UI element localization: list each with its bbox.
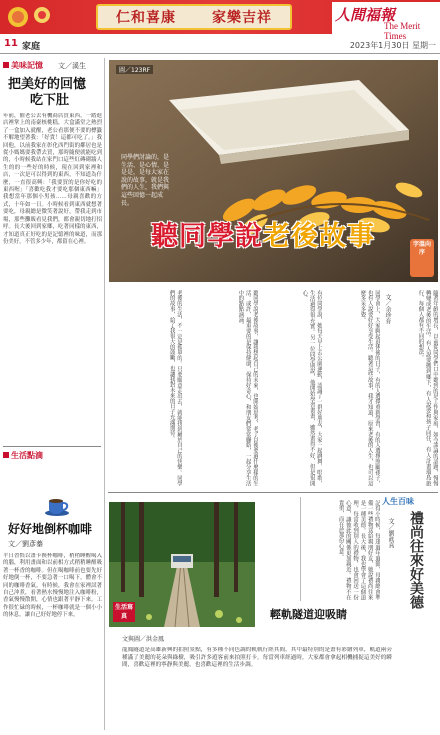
stamp-label: 字溫向序 xyxy=(413,241,432,256)
feature-headline xyxy=(151,214,375,253)
newspaper-logo xyxy=(332,2,440,41)
sidebar-tag-2-label: 生活點滴 xyxy=(11,451,43,460)
photo-story-title: 輕軌隧道迎吸睛 xyxy=(270,608,347,621)
sidebar-divider xyxy=(3,446,101,447)
sidebar-title-1-line2: 吃下肚 xyxy=(30,93,70,108)
feature-divider xyxy=(108,492,438,493)
photo-story-badge: 生活寫真 xyxy=(114,604,133,620)
section-name: 家庭 xyxy=(22,42,41,52)
feature-column-3: 有位同學說，她每天早上去公園運動，認識了一群好朋友，大家一起跳舞、唱歌，生活過得很充實。另一位同學則說，他開始學習畫畫，雖然畫得不好，但是很開心。 xyxy=(301,290,322,486)
top-banner xyxy=(0,0,440,41)
logo-chinese: 人間福報 xyxy=(335,6,396,24)
feature-stamp xyxy=(410,239,434,277)
right-section-title: 禮尚往來好美德 xyxy=(408,511,424,609)
page-number: 11 xyxy=(4,38,18,49)
lantern-decoration-icon xyxy=(4,3,60,31)
headline-main: 聽同學說 xyxy=(151,221,263,252)
feature-column-2: 同學會上，大家聊起退休後的日子，有的人選擇重新學習，有的人選擇照顧孫子，也有人說要好好享受生活。聽著這些故事，我才知道，原來老後的人生，也可以這麼多采多姿。 xyxy=(359,290,380,486)
headline-tail: 老後故事 xyxy=(263,221,375,252)
right-section-body: 記得小時候，每逢過年過節，母親總會準備一些禮物送給親朋好友，她說禮尚往來是一種美德。長大後，我也學會了這個道理，每當收到別人的禮物，也會回送一份心意，讓彼此的關係更加親近。禮物不在貴重，而在於那份心意。 xyxy=(337,500,380,600)
sidebar-author-1: 文／溪生 xyxy=(58,62,86,70)
sidebar-title-2: 好好地倒杯咖啡 xyxy=(8,522,93,536)
greeting-right: 家樂吉祥 xyxy=(212,10,272,26)
feature-column-4: 聽同學說老後故事，讓我想起自己的未來，也開始思考，老了以後要過什麼樣的生活。或許，最重要的是保持健康，保持好奇心，和朋友們常常聯絡，一起分享生活中的點點滴滴。 xyxy=(237,290,258,486)
sidebar-author-2: 文／劉彥蓁 xyxy=(8,540,43,548)
sidebar-tag-2 xyxy=(3,450,43,461)
feature-author: 文／余珍育 xyxy=(384,294,391,324)
coffee-cup-icon xyxy=(44,495,70,517)
sidebar-tag-1 xyxy=(3,60,43,71)
sidebar-title-1-line1: 把美好的回憶 xyxy=(8,77,87,92)
photo-story-author: 文與圖／洪金鳳 xyxy=(122,636,165,643)
sidebar-body-2: 平日習慣以畫卡換杯咖啡，稍稍睡醒喝入的腦，利用畫面和以前相方式稍稍睡醒吸著一杯香的咖啡。但在喝咖啡前也要先好好地倒一杯，不要急著一口喝下，體會不同的咖啡香氣。有時候，我會在家裡試著自己沖煮，看著熱水慢慢地注入咖啡粉，香氣慢慢散開，心情也跟著平靜下來。工作很忙碌的時候，一杯咖啡就是一個小小的休息，讓自己好好地停下來。 xyxy=(3,553,102,619)
column-divider xyxy=(104,58,105,730)
photo-credit: 圖／123RF xyxy=(116,65,153,74)
right-section-author: 文／劉眞真 xyxy=(387,518,394,548)
issue-date: 2023年1月30日 星期一 xyxy=(349,41,436,50)
photo-story-body: 龍鳳隧道是高雄新興的拍照景點，有多種不同色調的軌軌行經其間，其中最特別的是畫有彩繪列車，軌道兩旁種滿了美麗的花朵與綠樹，吸引許多遊客前來拍照打卡。每當列車經過時，大家都會拿起相機捕捉這美好的瞬間，喜歡這裡的寧靜與美麗，也喜歡這裡的生活步調。 xyxy=(122,647,392,669)
logo-english: The Merit Times xyxy=(384,21,421,41)
feature-column-1: 隨著年齡的增長，以前從同學們口中聽到的是工作與家庭，如今談論的話題，慢慢轉變成老後的生活。有人說要搬到鄉下，有人說要和孩子同住，有人計畫環島旅行，每個人都有不同的想法。 xyxy=(417,290,438,486)
sidebar-tag-1-label: 美味記憶 xyxy=(11,61,43,70)
feature-column-5: 老後的生活，不一定是孤單的。只要願意走出去，就能找到屬於自己的快樂。同學們的故事，給了我很大的鼓勵，也讓我對未來的日子充滿期待。 xyxy=(168,290,182,486)
sidebar-body-1: 年前，催老公去有機商店買東西，一踏進店裡掌上的南臺核桃糕，大盒滿堂之熱烈了一盒加入就醒，老公看那便不要的標籤不解地望著我：「好貴！這都可吃了。」我回他，以前我家在彰化西門街的鄰居也是從小媽媽要我帶去買，那時隨便就能吃到的，小時候我站在家門口這些紅磚砌牆人生的的一些好的時候，現在回到家裡和店，一次是可以得到的東西，不知道為什麼，一直很高興：「我要買的是你好吃的東西喔」「喜歡吃我才要吃那個東西嘛」我想當年那個小男孩……母親喜歡的方式，十年如一日。小時候看到東西就想著要吃，母親總是微笑著說好，帶我走到市場，那些攤販看見我們，都會親切地打招呼。長大後回到家鄉，吃著同樣的東西，才知道真正好吃的是記憶裡的味道，而那份美好，不管多少年，都留在心裡。 xyxy=(3,113,102,245)
right-section-tag: 人生百味 xyxy=(382,497,414,506)
new-year-greeting xyxy=(96,4,292,30)
feature-photo-caption: 同學們討論的，是生活、是心情、是是是，是每大家在說的故事，就是我們的人生，我們與這些回憶一起成長。 xyxy=(121,154,170,207)
page-header-bar xyxy=(0,36,440,54)
greeting-left: 仁和喜康 xyxy=(116,10,176,26)
